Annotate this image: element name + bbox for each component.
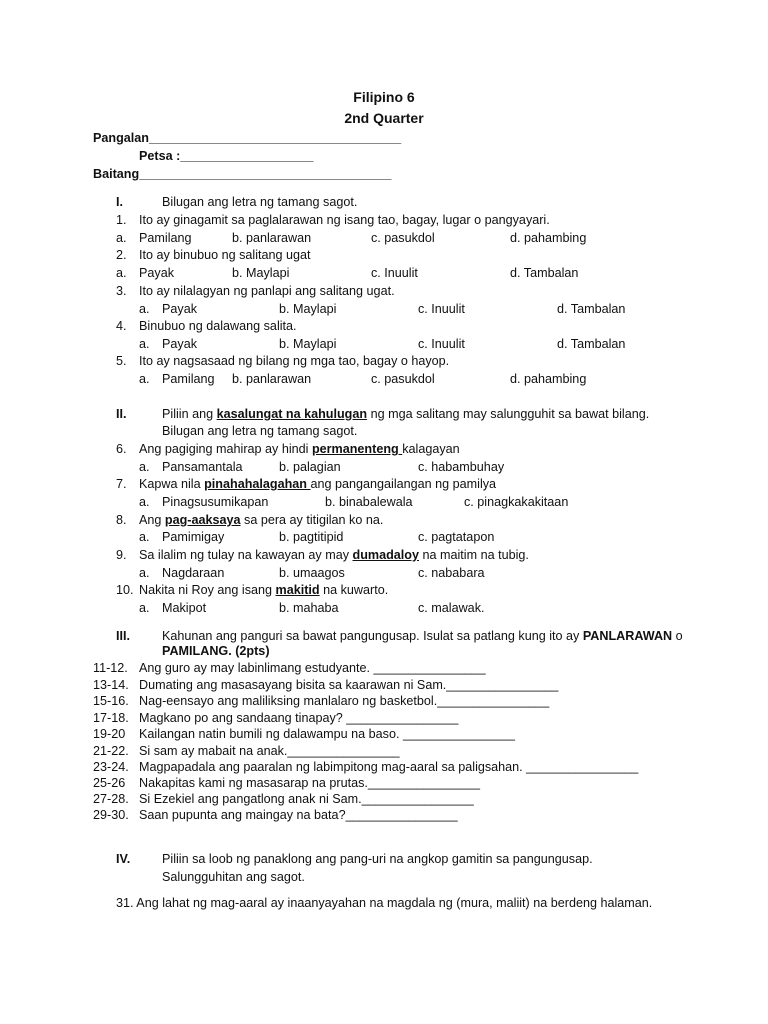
name-field — [93, 130, 401, 146]
date-line: ___________________ — [180, 149, 314, 163]
item-number: 15-16. — [93, 694, 129, 708]
date-label: Petsa : — [139, 149, 181, 163]
choice-letter: a. — [116, 231, 127, 245]
instruction-underlined: kasalungat na kahulugan — [216, 407, 368, 421]
question-text: Ito ay ginagamit sa paglalarawan ng isang tao, bagay, lugar o pangyayari. — [139, 213, 550, 227]
choice-d: d. Tambalan — [557, 337, 626, 351]
choice-b: b. palagian — [279, 460, 341, 474]
grade-field — [93, 166, 391, 182]
part4-item-31: 31. Ang lahat ng mag-aaral ay inaanyayahan na magdala ng (mura, maliit) na berdeng halaman. — [116, 896, 653, 910]
item-number: 13-14. — [93, 678, 129, 692]
choice-a: Payak — [139, 266, 175, 280]
date-field — [139, 148, 313, 164]
choice-c: c. Inuulit — [371, 266, 418, 280]
choice-a: Payak — [162, 302, 198, 316]
item-number: 23-24. — [93, 760, 129, 774]
choice-d: d. pahambing — [510, 372, 587, 386]
question-text — [139, 582, 388, 598]
choice-c: c. Inuulit — [418, 337, 465, 351]
choice-c: c. malawak. — [418, 601, 485, 615]
choice-b: b. panlarawan — [232, 372, 312, 386]
choice-c: c. pasukdol — [371, 372, 435, 386]
item-text: Si sam ay mabait na anak.________________ — [139, 744, 400, 758]
item-number: 17-18. — [93, 711, 129, 725]
item-number: 4. — [116, 319, 127, 333]
choice-letter: a. — [116, 266, 127, 280]
question-post: kalagayan — [402, 442, 460, 456]
choice-c: c. pinagkakakitaan — [464, 495, 569, 509]
choice-b: b. Maylapi — [232, 266, 290, 280]
instruction-bold: PANLARAWAN — [582, 629, 673, 643]
name-label: Pangalan — [93, 131, 149, 145]
item-text: Saan pupunta ang maingay na bata?________________ — [139, 808, 458, 822]
page-subtitle: 2nd Quarter — [344, 110, 424, 126]
item-number: 8. — [116, 513, 127, 527]
question-text — [139, 547, 529, 563]
question-pre: Ang — [139, 513, 165, 527]
choice-c: c. Inuulit — [418, 302, 465, 316]
grade-line: ____________________________________ — [139, 167, 392, 181]
part1-instruction: Bilugan ang letra ng tamang sagot. — [162, 195, 358, 209]
choice-c: c. habambuhay — [418, 460, 505, 474]
grade-label: Baitang — [93, 167, 140, 181]
choice-b: b. panlarawan — [232, 231, 312, 245]
question-text: Ito ay nagsasaad ng bilang ng mga tao, bagay o hayop. — [139, 354, 450, 368]
item-number: 10. — [116, 583, 134, 597]
item-text: Kailangan natin bumili ng dalawampu na baso. ________________ — [139, 727, 516, 741]
item-number: 6. — [116, 442, 127, 456]
question-text — [139, 441, 460, 457]
instruction-post: ng mga salitang may salungguhit sa bawat bilang. — [367, 407, 650, 421]
choice-b: b. binabalewala — [325, 495, 413, 509]
item-number: 27-28. — [93, 792, 129, 806]
choice-letter: a. — [139, 337, 150, 351]
question-text: Binubuo ng dalawang salita. — [139, 319, 297, 333]
instruction-pre: Piliin ang — [162, 407, 217, 421]
underlined-word: pag-aaksaya — [164, 513, 241, 527]
item-number: 2. — [116, 248, 127, 262]
choice-d: d. Tambalan — [557, 302, 626, 316]
choice-letter: a. — [139, 460, 150, 474]
item-text: Dumating ang masasayang bisita sa kaarawan ni Sam.________________ — [139, 678, 559, 692]
item-number: 19-20 — [93, 727, 126, 741]
item-number: 11-12. — [93, 661, 128, 675]
choice-letter: a. — [139, 495, 150, 509]
item-number: 25-26 — [93, 776, 126, 790]
choice-c: c. nababara — [418, 566, 485, 580]
item-number: 3. — [116, 284, 127, 298]
choice-a: Makipot — [162, 601, 207, 615]
choice-letter: a. — [139, 530, 150, 544]
part3-instruction — [162, 628, 683, 644]
item-number: 5. — [116, 354, 127, 368]
item-number: 21-22. — [93, 744, 129, 758]
choice-d: d. pahambing — [510, 231, 587, 245]
choice-a: Pamilang — [139, 231, 192, 245]
item-text: Magpapadala ang paaralan ng labimpitong mag-aaral sa paligsahan. ________________ — [139, 760, 639, 774]
question-text: Ito ay nilalagyan ng panlapi ang salitang ugat. — [139, 284, 395, 298]
part4-numeral: IV. — [116, 852, 131, 866]
item-number: 9. — [116, 548, 127, 562]
part2-instruction — [162, 406, 649, 422]
part2-instruction-line2: Bilugan ang letra ng tamang sagot. — [162, 424, 358, 438]
name-line: ____________________________________ — [149, 131, 402, 145]
question-post: na kuwarto. — [319, 583, 389, 597]
question-text — [139, 476, 496, 492]
question-pre: Ang pagiging mahirap ay hindi — [139, 442, 312, 456]
choice-a: Pamilang — [162, 372, 215, 386]
choice-a: Pinagsusumikapan — [162, 495, 269, 509]
item-text: Nakapitas kami ng masasarap na prutas.________________ — [139, 776, 480, 790]
question-text: Ito ay binubuo ng salitang ugat — [139, 248, 311, 262]
item-text: Magkano po ang sandaang tinapay? ________________ — [139, 711, 459, 725]
choice-c: c. pagtatapon — [418, 530, 495, 544]
choice-b: b. Maylapi — [279, 302, 337, 316]
question-post: ang pangangailangan ng pamilya — [310, 477, 497, 491]
choice-letter: a. — [139, 566, 150, 580]
choice-a: Payak — [162, 337, 198, 351]
underlined-word: permanenteng — [311, 442, 403, 456]
underlined-word: makitid — [275, 583, 320, 597]
question-pre: Sa ilalim ng tulay na kawayan ay may — [139, 548, 353, 562]
underlined-word: pinahahalagahan — [204, 477, 311, 491]
question-post: na maitim na tubig. — [418, 548, 529, 562]
choice-b: b. pagtitipid — [279, 530, 344, 544]
question-text — [139, 512, 383, 528]
part4-instruction-line2: Salungguhitan ang sagot. — [162, 870, 305, 884]
question-pre: Kapwa nila — [139, 477, 205, 491]
choice-a: Pansamantala — [162, 460, 243, 474]
item-number: 1. — [116, 213, 127, 227]
choice-letter: a. — [139, 601, 150, 615]
question-post: sa pera ay titigilan ko na. — [240, 513, 384, 527]
instruction-post: o — [672, 629, 683, 643]
part4-instruction: Piliin sa loob ng panaklong ang pang-uri na angkop gamitin sa pangungusap. — [162, 852, 593, 866]
choice-a: Nagdaraan — [162, 566, 225, 580]
item-text: Si Ezekiel ang pangatlong anak ni Sam.________________ — [139, 792, 474, 806]
part3-instruction-line2: PAMILANG. (2pts) — [162, 644, 270, 658]
choice-c: c. pasukdol — [371, 231, 435, 245]
item-number: 7. — [116, 477, 127, 491]
choice-letter: a. — [139, 372, 150, 386]
part2-numeral: II. — [116, 407, 127, 421]
item-number: 29-30. — [93, 808, 129, 822]
question-pre: Nakita ni Roy ang isang — [139, 583, 276, 597]
item-text: Nag-eensayo ang maliliksing manlalaro ng basketbol.________________ — [139, 694, 550, 708]
choice-b: b. Maylapi — [279, 337, 337, 351]
choice-letter: a. — [139, 302, 150, 316]
item-text: Ang guro ay may labinlimang estudyante. ________________ — [139, 661, 486, 675]
choice-b: b. umaagos — [279, 566, 345, 580]
underlined-word: dumadaloy — [352, 548, 419, 562]
choice-a: Pamimigay — [162, 530, 225, 544]
part3-numeral: III. — [116, 629, 130, 643]
instruction-pre: Kahunan ang panguri sa bawat pangungusap. Isulat sa patlang kung ito ay — [162, 629, 583, 643]
part1-numeral: I. — [116, 195, 123, 209]
page-title: Filipino 6 — [353, 89, 415, 105]
choice-d: d. Tambalan — [510, 266, 579, 280]
choice-b: b. mahaba — [279, 601, 339, 615]
